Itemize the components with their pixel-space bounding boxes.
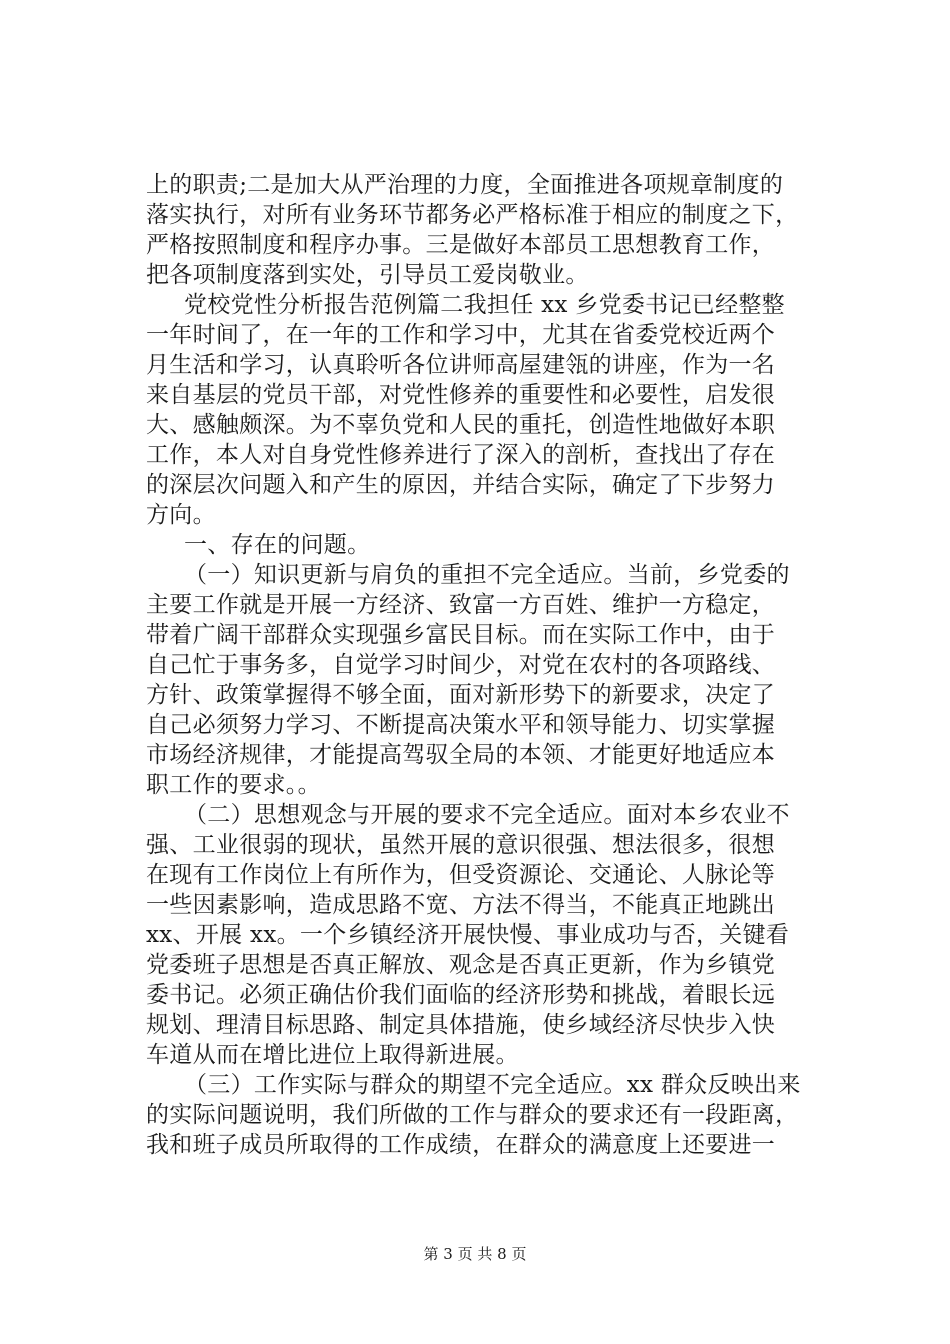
text-line: 方针、政策掌握得不够全面，面对新形势下的新要求，决定了 — [146, 682, 776, 708]
paragraph-start-line: （二）思想观念与开展的要求不完全适应。面对本乡农业不 — [184, 802, 790, 828]
paragraph-start-line: （一）知识更新与肩负的重担不完全适应。当前，乡党委的 — [184, 562, 790, 588]
text-line: 职工作的要求。。 — [146, 772, 321, 798]
text-line: 车道从而在增比进位上取得新进展。 — [146, 1042, 519, 1068]
text-line: 党委班子思想是否真正解放、观念是否真正更新，作为乡镇党 — [146, 952, 776, 978]
text-line: 来自基层的党员干部，对党性修养的重要性和必要性，启发很 — [146, 382, 776, 408]
text-line: 的实际问题说明，我们所做的工作与群众的要求还有一段距离， — [146, 1102, 799, 1128]
text-line: 月生活和学习，认真聆听各位讲师高屋建瓴的讲座，作为一名 — [146, 352, 776, 378]
text-line: 一年时间了，在一年的工作和学习中，尤其在省委党校近两个 — [146, 322, 776, 348]
text-line: xx、开展 xx。一个乡镇经济开展快慢、事业成功与否，关键看 — [146, 922, 790, 948]
text-line: 方向。 — [146, 502, 216, 528]
text-line: 的深层次问题入和产生的原因，并结合实际，确定了下步努力 — [146, 472, 776, 498]
text-line: 我和班子成员所取得的工作成绩，在群众的满意度上还要进一 — [146, 1132, 776, 1158]
paragraph-start-line: （三）工作实际与群众的期望不完全适应。xx 群众反映出来 — [184, 1072, 801, 1098]
text-line: 自己忙于事务多，自觉学习时间少，对党在农村的各项路线、 — [146, 652, 776, 678]
document-body — [146, 170, 826, 1160]
text-line: 市场经济规律，才能提高驾驭全局的本领、才能更好地适应本 — [146, 742, 776, 768]
text-line: 强、工业很弱的现状，虽然开展的意识很强、想法很多，很想 — [146, 832, 776, 858]
text-line: 一些因素影响，造成思路不宽、方法不得当，不能真正地跳出 — [146, 892, 776, 918]
text-line: 在现有工作岗位上有所作为，但受资源论、交通论、人脉论等 — [146, 862, 776, 888]
page-number-footer: 第 3 页 共 8 页 — [423, 1245, 527, 1263]
text-line: 大、感触颇深。为不辜负党和人民的重托，创造性地做好本职 — [146, 412, 776, 438]
text-line: 委书记。必须正确估价我们面临的经济形势和挑战，着眼长远 — [146, 982, 776, 1008]
section-heading: 一、存在的问题。 — [184, 532, 371, 558]
text-line: 落实执行，对所有业务环节都务必严格标准于相应的制度之下， — [146, 202, 799, 228]
text-line: 上的职责;二是加大从严治理的力度，全面推进各项规章制度的 — [146, 172, 784, 198]
text-line: 自己必须努力学习、不断提高决策水平和领导能力、切实掌握 — [146, 712, 776, 738]
text-line: 规划、理清目标思路、制定具体措施，使乡域经济尽快步入快 — [146, 1012, 776, 1038]
text-line: 主要工作就是开展一方经济、致富一方百姓、维护一方稳定， — [146, 592, 776, 618]
text-line: 严格按照制度和程序办事。三是做好本部员工思想教育工作， — [146, 232, 776, 258]
text-line: 工作，本人对自身党性修养进行了深入的剖析，查找出了存在 — [146, 442, 776, 468]
paragraph-start-line: 党校党性分析报告范例篇二我担任 xx 乡党委书记已经整整 — [184, 292, 785, 318]
text-line: 带着广阔干部群众实现强乡富民目标。而在实际工作中，由于 — [146, 622, 776, 648]
text-line: 把各项制度落到实处，引导员工爱岗敬业。 — [146, 262, 589, 288]
